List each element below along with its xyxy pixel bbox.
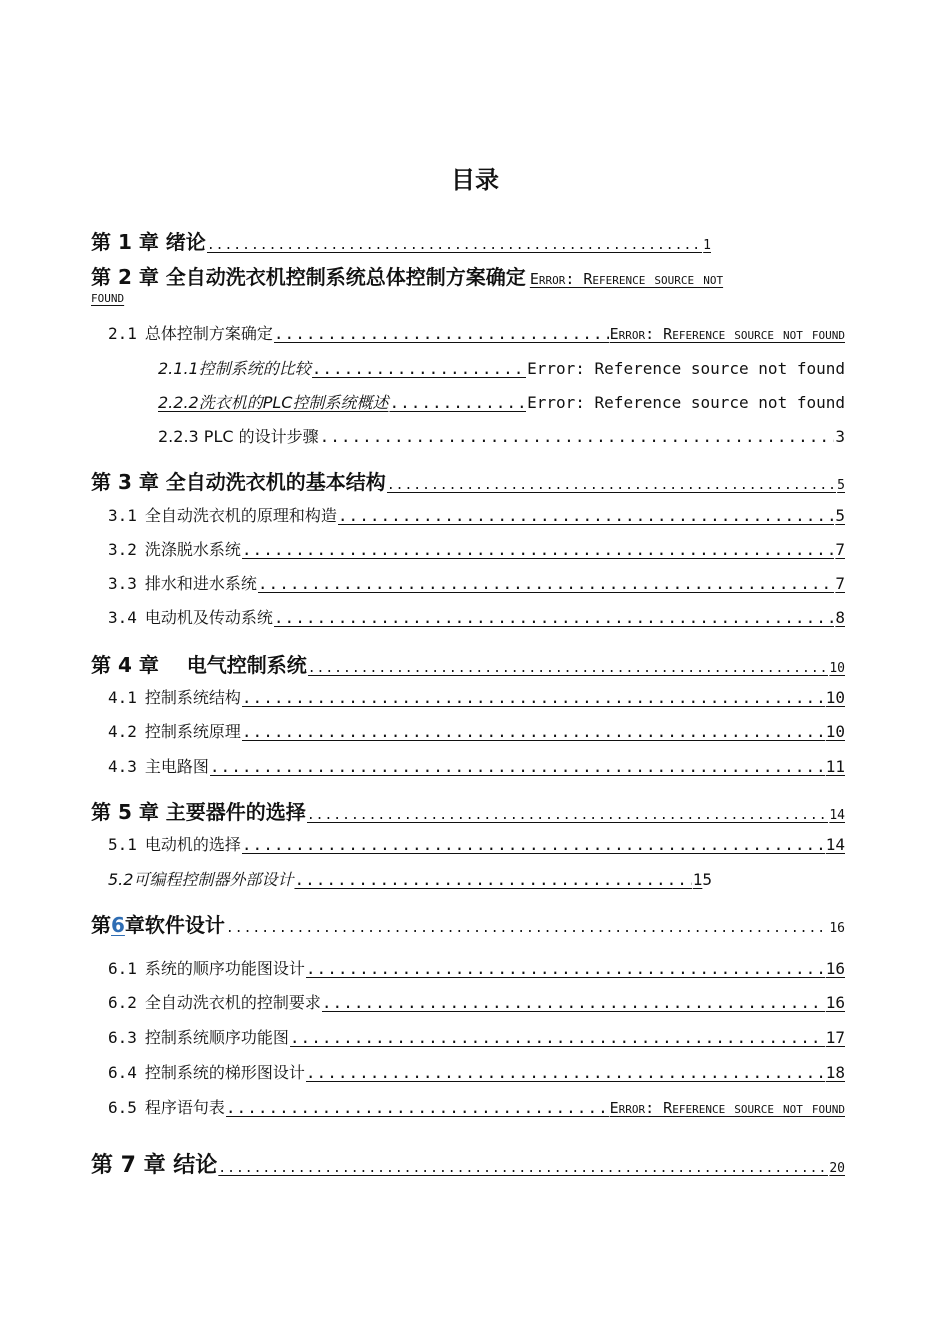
dot-leader [308, 661, 829, 676]
toc-section-5-1[interactable] [108, 832, 845, 855]
dot-leader [338, 506, 834, 525]
dot-leader [312, 359, 526, 378]
page-number: 5 [837, 478, 845, 493]
dot-leader [258, 574, 834, 593]
toc-section-4-3[interactable] [108, 754, 845, 777]
chapter-number: 6 [111, 913, 125, 937]
page-number: 10 [825, 688, 845, 707]
page-number: 14 [825, 835, 845, 854]
toc-section-5-2[interactable] [108, 867, 712, 890]
toc-subsection-2-1-1[interactable] [158, 356, 845, 379]
chapter-label: 第 3 章 全自动洗衣机的基本结构 [91, 470, 386, 494]
page-number: 1 [703, 238, 711, 253]
toc-section-6-5[interactable] [108, 1095, 845, 1118]
section-number: 6.3 [108, 1028, 137, 1047]
section-number: 6.4 [108, 1063, 137, 1082]
page-number: 16 [825, 993, 845, 1012]
toc-section-4-2[interactable] [108, 719, 845, 742]
dot-leader [389, 393, 526, 412]
page-number: 14 [829, 808, 845, 823]
section-title: 控制系统原理 [144, 722, 241, 741]
toc-title: 目录 [451, 166, 499, 194]
dot-leader [210, 757, 825, 776]
dot-leader [242, 835, 825, 854]
dot-leader [242, 722, 825, 741]
dot-leader [226, 1098, 609, 1117]
section-title: 控制系统顺序功能图 [144, 1028, 289, 1047]
section-number: 6.2 [108, 993, 137, 1012]
page-number: 16 [829, 921, 845, 936]
dot-leader [294, 870, 691, 889]
section-title: 总体控制方案确定 [144, 324, 273, 343]
dot-leader [306, 959, 825, 978]
section-title: 程序语句表 [144, 1098, 225, 1117]
section-title: 2.2.3 PLC 的设计步骤 [158, 427, 319, 446]
page-number: 10 [825, 722, 845, 741]
toc-section-2-1[interactable] [108, 321, 845, 344]
dot-leader [274, 608, 834, 627]
toc-subsection-2-2-3[interactable] [158, 424, 845, 447]
section-title: 控制系统的梯形图设计 [144, 1063, 305, 1082]
section-number: 3.3 [108, 574, 137, 593]
reference-error-text: Error: Reference source not [529, 270, 724, 288]
toc-section-3-3[interactable] [108, 571, 845, 594]
dot-leader [274, 324, 609, 343]
dot-leader [207, 238, 702, 253]
dot-leader [307, 808, 829, 823]
toc-section-3-1[interactable] [108, 503, 845, 526]
page-number: Error: Reference source not found [527, 359, 845, 378]
section-title: 2.1.1控制系统的比较 [158, 359, 311, 378]
toc-chapter-4[interactable] [91, 649, 845, 678]
page-number: 10 [829, 661, 845, 676]
page-number: 17 [825, 1028, 845, 1047]
page-number: 7 [835, 574, 845, 593]
page-number: Error: Reference source not found [609, 1099, 845, 1117]
section-number: 6.1 [108, 959, 137, 978]
chapter-prefix: 第 [91, 913, 111, 937]
page-number: 7 [835, 540, 845, 559]
page-number: 1 [692, 870, 703, 889]
toc-chapter-1[interactable] [91, 226, 711, 255]
toc-chapter-3[interactable] [91, 466, 845, 495]
dot-leader [242, 688, 825, 707]
section-number: 4.2 [108, 722, 137, 741]
chapter-label: 第 1 章 绪论 [91, 230, 206, 254]
section-title: 控制系统结构 [144, 688, 241, 707]
section-number: 2.1 [108, 324, 137, 343]
section-title: 5.2可编程控制器外部设计 [108, 870, 294, 889]
dot-leader [306, 1063, 825, 1082]
page-number: 11 [825, 757, 845, 776]
toc-chapter-6[interactable] [91, 909, 845, 938]
page-number: 8 [835, 608, 845, 627]
toc-section-6-2[interactable] [108, 990, 845, 1013]
dot-leader [290, 1028, 825, 1047]
toc-chapter-5[interactable] [91, 796, 845, 825]
section-number: 5.1 [108, 835, 137, 854]
page-number: Error: Reference source not found [527, 393, 845, 412]
dot-leader [218, 1161, 828, 1176]
section-title: 洗涤脱水系统 [144, 540, 241, 559]
section-title: 全自动洗衣机的控制要求 [144, 993, 321, 1012]
dot-leader [242, 540, 834, 559]
dot-leader [320, 427, 835, 446]
chapter-label: 第 5 章 主要器件的选择 [91, 800, 306, 824]
page-number: 16 [825, 959, 845, 978]
section-title: 系统的顺序功能图设计 [144, 959, 305, 978]
page-number: 5 [835, 506, 845, 525]
toc-subsection-2-2-2[interactable] [158, 390, 845, 413]
chapter-label: 第 7 章 结论 [91, 1153, 218, 1178]
section-title: 电动机的选择 [144, 835, 241, 854]
toc-section-6-4[interactable] [108, 1060, 845, 1083]
page-number: 18 [825, 1063, 845, 1082]
dot-leader [387, 478, 836, 493]
section-number: 6.5 [108, 1098, 137, 1117]
toc-section-3-2[interactable] [108, 537, 845, 560]
section-title: 全自动洗衣机的原理和构造 [144, 506, 337, 525]
toc-section-4-1[interactable] [108, 685, 845, 708]
section-title: 电动机及传动系统 [144, 608, 273, 627]
page-number: 3 [835, 427, 845, 446]
toc-section-3-4[interactable] [108, 605, 845, 628]
section-title: 主电路图 [144, 757, 209, 776]
toc-chapter-2[interactable] [91, 261, 845, 290]
dot-leader [226, 921, 828, 936]
section-number: 4.3 [108, 757, 137, 776]
section-number: 4.1 [108, 688, 137, 707]
section-number: 3.4 [108, 608, 137, 627]
section-title: 2.2.2洗衣机的PLC控制系统概述 [158, 393, 389, 412]
reference-error-text-continued: found [91, 288, 125, 306]
section-number: 3.2 [108, 540, 137, 559]
page-number: Error: Reference source not found [609, 325, 845, 343]
section-number: 3.1 [108, 506, 137, 525]
chapter-title: 章软件设计 [124, 913, 225, 937]
page-number-tail: 5 [702, 870, 712, 889]
chapter-label: 第 2 章 全自动洗衣机控制系统总体控制方案确定 [91, 265, 526, 289]
dot-leader [322, 993, 825, 1012]
toc-chapter-7[interactable] [91, 1148, 845, 1179]
toc-section-6-3[interactable] [108, 1025, 845, 1048]
page-number: 20 [829, 1161, 845, 1176]
chapter-label: 第 4 章 电气控制系统 [91, 653, 307, 677]
toc-section-6-1[interactable] [108, 956, 845, 979]
section-title: 排水和进水系统 [144, 574, 257, 593]
